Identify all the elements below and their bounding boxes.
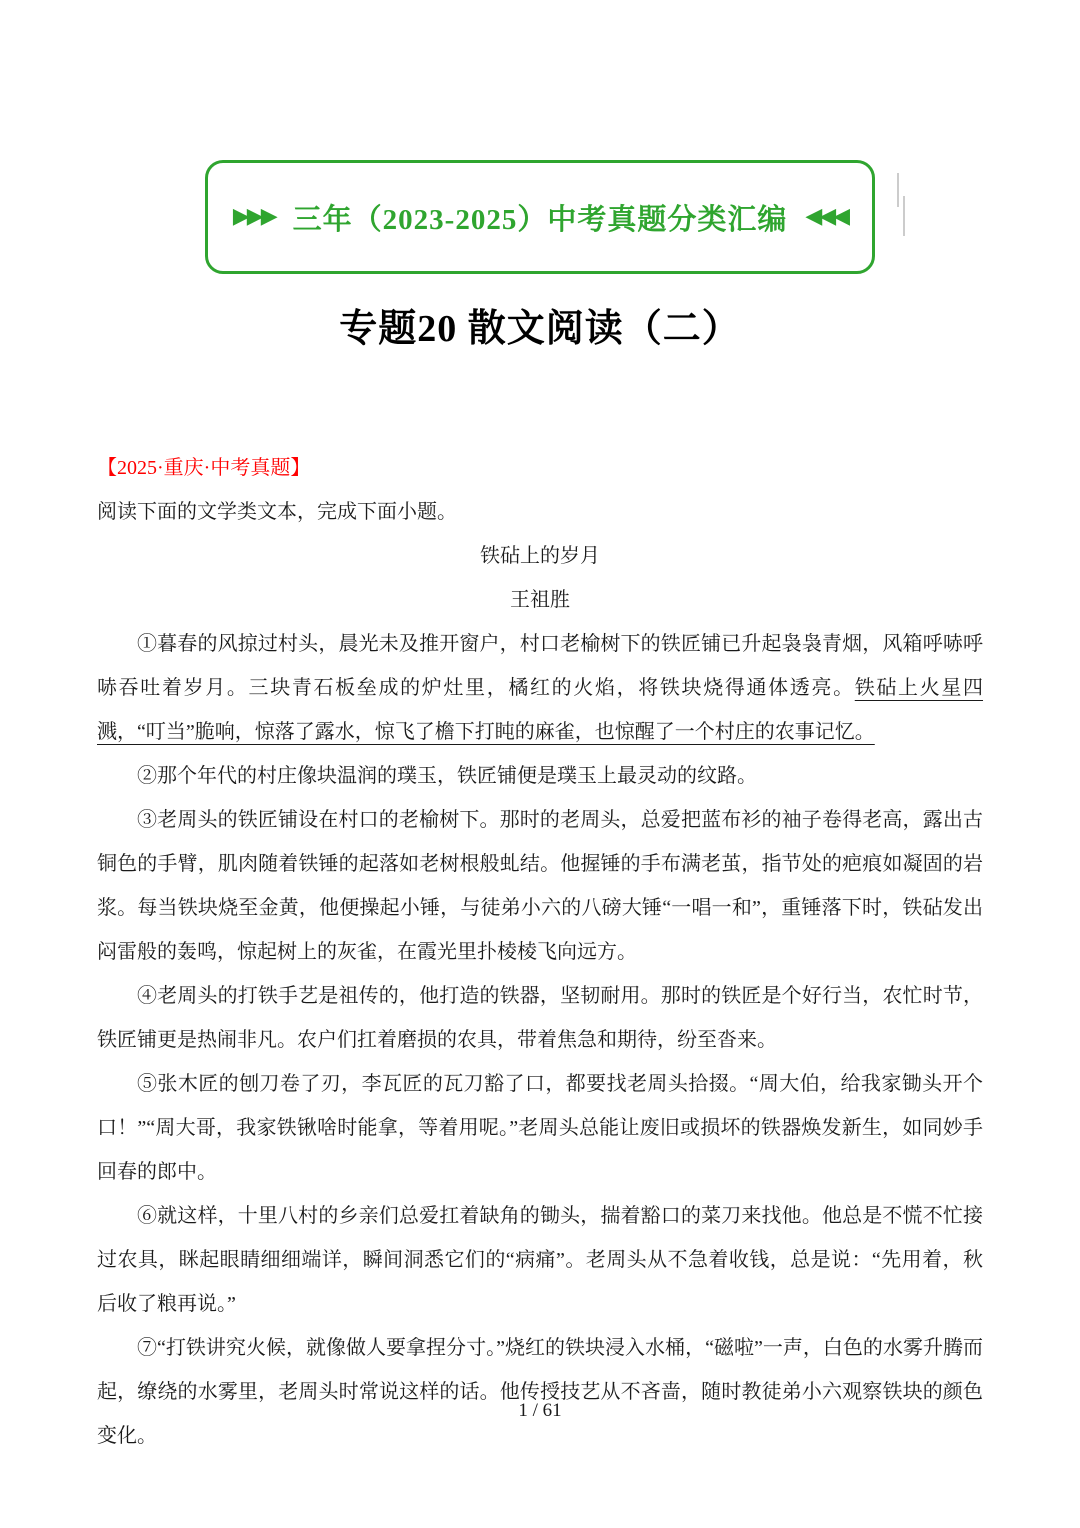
paragraph-1-underlined-text: 铁砧上火星四溅，“叮当”脆响，惊落了露水，惊飞了檐下打盹的麻雀，也惊醒了一个村庄的农事记忆。: [97, 677, 984, 743]
banner-box: [205, 160, 875, 274]
scan-artifact-line: [897, 173, 899, 207]
article-paragraph-3: ③老周头的铁匠铺设在村口的老榆树下。那时的老周头，总爱把蓝布衫的袖子卷得老高，露出古铜色的手臂，肌肉随着铁锤的起落如老树根般虬结。他握锤的手布满老茧，指节处的疤痕如凝固的岩浆。每当铁块烧至金黄，他便操起小锤，与徒弟小六的八磅大锤“一唱一和”，重锤落下时，铁砧发出闷雷般的轰鸣，惊起树上的灰雀，在霞光里扑棱棱飞向远方。: [97, 809, 983, 963]
paragraph-1-text: ①暮春的风掠过村头，晨光未及推开窗户，村口老榆树下的铁匠铺已升起袅袅青烟，风箱呼哧呼哧吞吐着岁月。三块青石板垒成的炉灶里，橘红的火焰，将铁块烧得通体透亮。: [97, 633, 983, 699]
page-number: 1 / 61: [518, 1400, 562, 1421]
article-paragraph-4: ④老周头的打铁手艺是祖传的，他打造的铁器，坚韧耐用。那时的铁匠是个好行当，农忙时节，铁匠铺更是热闹非凡。农户们扛着磨损的农具，带着焦急和期待，纷至沓来。: [97, 985, 983, 1051]
article-paragraph-1: [97, 622, 983, 754]
scan-artifact-line: [903, 196, 905, 236]
right-triangles-icon: ▶▶▶: [232, 204, 275, 229]
article-paragraph-6: ⑥就这样，十里八村的乡亲们总爱扛着缺角的锄头，揣着豁口的菜刀来找他。他总是不慌不忙接过农具，眯起眼睛细细端详，瞬间洞悉它们的“病痛”。老周头从不急着收钱，总是说：“先用着，秋后收了粮再说。”: [97, 1205, 983, 1315]
article-paragraph-7: ⑦“打铁讲究火候，就像做人要拿捏分寸。”烧红的铁块浸入水桶，“磁啦”一声，白色的水雾升腾而起，缭绕的水雾里，老周头时常说这样的话。他传授技艺从不吝啬，随时教徒弟小六观察铁块的颜色变化。: [97, 1337, 983, 1447]
document-body: [97, 446, 983, 1458]
intro-line: 阅读下面的文学类文本，完成下面小题。: [97, 501, 457, 523]
banner-title: 三年（2023-2025）中考真题分类汇编: [292, 203, 788, 236]
page-title: 专题20 散文阅读（二）: [339, 308, 741, 350]
exam-source-tag: 【2025·重庆·中考真题】: [97, 457, 311, 479]
article-paragraph-5: ⑤张木匠的刨刀卷了刃，李瓦匠的瓦刀豁了口，都要找老周头拾掇。“周大伯，给我家锄头开个口！”“周大哥，我家铁锹啥时能拿，等着用呢。”老周头总能让废旧或损坏的铁器焕发新生，如同妙手回春的郎中。: [97, 1073, 983, 1183]
article-author: 王祖胜: [510, 589, 570, 611]
left-triangles-icon: ◀◀◀: [805, 204, 848, 229]
article-title: 铁砧上的岁月: [480, 545, 600, 567]
article-paragraph-2: ②那个年代的村庄像块温润的璞玉，铁匠铺便是璞玉上最灵动的纹路。: [137, 765, 757, 787]
